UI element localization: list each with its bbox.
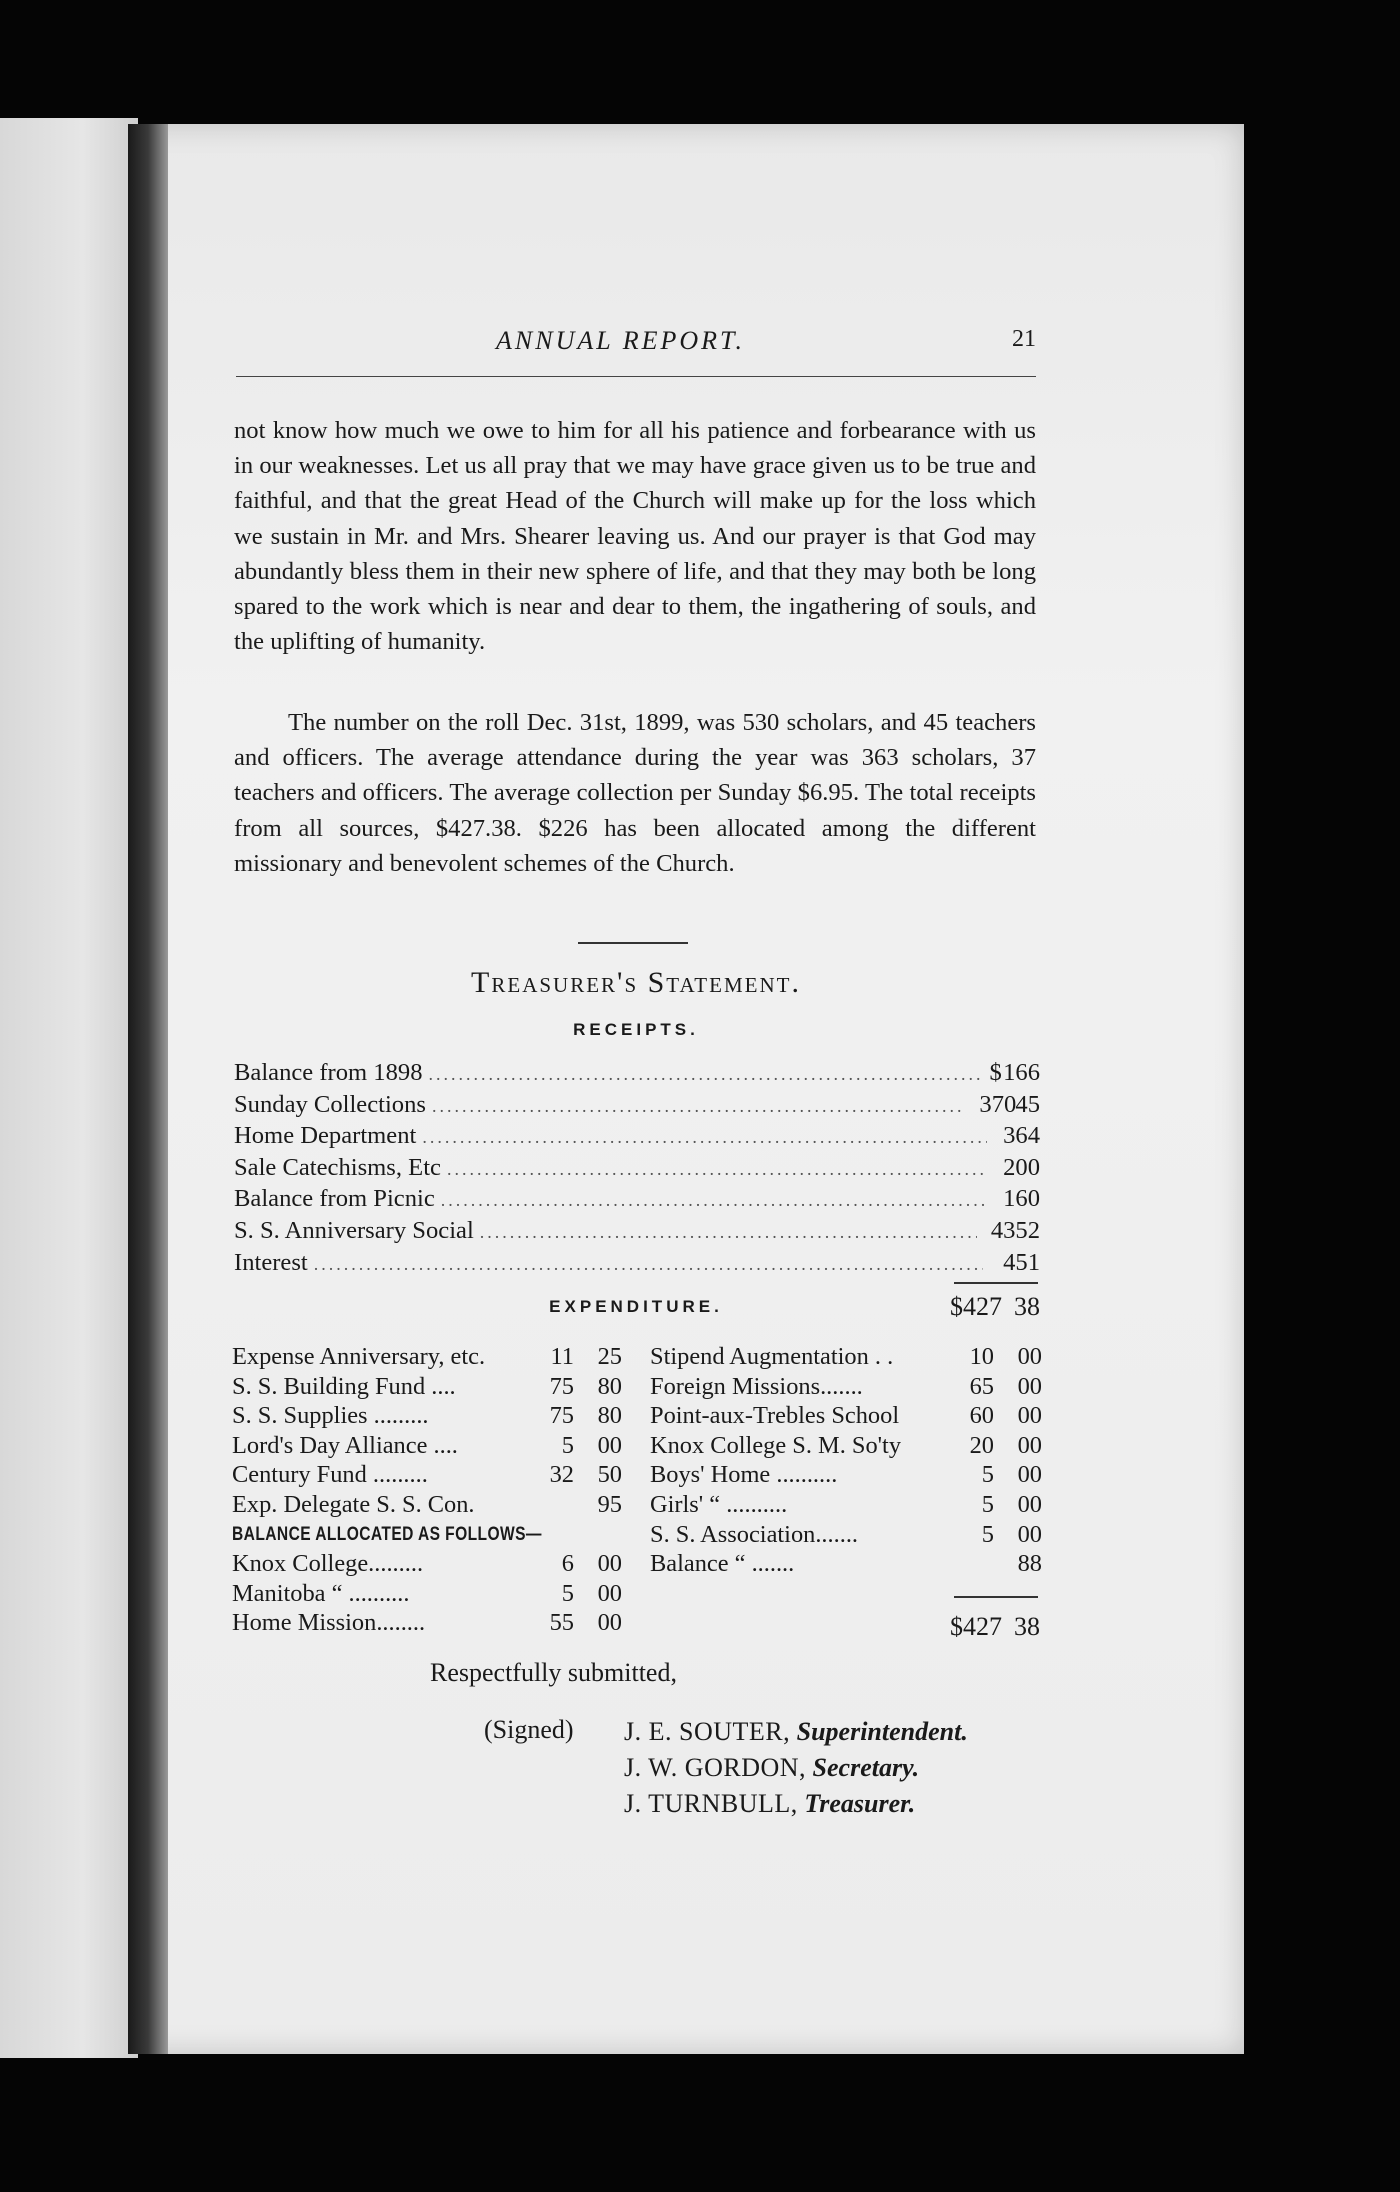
expense-label: Lord's Day Alliance .... <box>232 1431 458 1459</box>
expense-cents: 80 <box>597 1402 622 1430</box>
expense-cents: 00 <box>597 1579 622 1607</box>
expense-dollars: 5 <box>981 1461 994 1489</box>
expense-row <box>650 1372 1042 1402</box>
running-header <box>236 326 1036 366</box>
expense-dollars: 75 <box>549 1372 574 1400</box>
receipts-total-dollars: $427 <box>950 1292 1002 1321</box>
receipt-label: S. S. Anniversary Social <box>234 1216 474 1244</box>
running-title: ANNUAL REPORT. <box>496 326 746 355</box>
expense-dollars: 5 <box>561 1579 574 1607</box>
expense-label: S. S. Building Fund .... <box>232 1372 456 1400</box>
expense-row <box>650 1460 1042 1490</box>
expense-dollars: 11 <box>550 1343 574 1370</box>
receipt-label: Balance from Picnic <box>234 1185 435 1213</box>
expense-label: Century Fund ......... <box>232 1461 428 1489</box>
expense-row <box>232 1431 622 1461</box>
expense-row <box>232 1460 622 1490</box>
receipt-row <box>234 1184 1040 1216</box>
expense-label: Home Mission........ <box>232 1609 426 1637</box>
expense-dollars: 10 <box>969 1343 994 1370</box>
receipts-heading: RECEIPTS. <box>573 1020 699 1039</box>
expense-label: S. S. Supplies ......... <box>232 1402 429 1430</box>
receipts-total <box>934 1292 1040 1322</box>
receipt-cents: 00 <box>1015 1153 1040 1181</box>
expense-dollars: 5 <box>561 1431 574 1459</box>
receipt-row <box>234 1153 1040 1185</box>
receipt-cents: 52 <box>1015 1216 1040 1244</box>
receipt-dollars: 1 <box>1003 1185 1016 1213</box>
expense-dollars: 5 <box>981 1490 994 1518</box>
signatory-role: Secretary. <box>812 1753 920 1782</box>
expense-cents: 25 <box>597 1343 622 1370</box>
expense-label: Girls' “ .......... <box>650 1490 788 1518</box>
receipt-cents: 60 <box>1015 1185 1041 1213</box>
expense-cents: 00 <box>1017 1461 1042 1489</box>
leader-dots <box>422 1123 987 1153</box>
expense-row <box>650 1431 1042 1461</box>
signatory <box>624 1750 968 1786</box>
facing-page-edge <box>0 118 138 2058</box>
statement-title: Treasurer's Statement. <box>471 966 801 999</box>
expense-row <box>650 1520 1042 1550</box>
leader-dots <box>480 1218 978 1248</box>
expense-cents: 00 <box>1017 1402 1042 1430</box>
header-rule <box>236 376 1036 377</box>
receipt-dollars: 4 <box>1003 1248 1016 1276</box>
expenditure-total-rule <box>954 1596 1038 1598</box>
paragraph-2: The number on the roll Dec. 31st, 1899, was 530 scholars, and 45 teachers and officers. The average attendance during the year was 363 scholars, 37 teachers and officers. The average collection per Sunday $6.95. The total receipts from all sources, $427.38. $226 has been allocated among the different missionary and benevolent schemes of the Church. <box>234 709 1036 877</box>
expense-dollars: 5 <box>981 1520 994 1548</box>
expense-dollars: 6 <box>561 1550 574 1578</box>
expenditure-right-column <box>650 1342 1042 1579</box>
expense-label: S. S. Association....... <box>650 1520 859 1548</box>
receipt-label: Home Department <box>234 1122 417 1150</box>
expense-row <box>650 1549 1042 1579</box>
receipts-total-rule <box>954 1282 1038 1284</box>
expense-label: Balance “ ....... <box>650 1550 795 1578</box>
receipt-row <box>234 1248 1040 1280</box>
signatory-role: Treasurer. <box>804 1789 916 1818</box>
receipts-table <box>234 1058 1040 1279</box>
receipt-dollar-sign: $ <box>989 1059 1002 1086</box>
signatories <box>624 1714 968 1822</box>
receipt-dollars: 2 <box>1003 1153 1016 1181</box>
receipt-cents: 51 <box>1015 1248 1040 1276</box>
page-gutter-shadow <box>128 124 168 2054</box>
expense-dollars: 32 <box>549 1461 574 1489</box>
receipt-row <box>234 1216 1040 1248</box>
leader-dots <box>447 1155 988 1185</box>
allocation-row <box>232 1549 622 1579</box>
expense-cents: 00 <box>1017 1490 1042 1518</box>
leader-dots <box>432 1092 965 1122</box>
section-divider <box>578 942 688 944</box>
expense-cents: 80 <box>597 1372 622 1400</box>
expense-row <box>650 1342 1042 1372</box>
expense-label: Stipend Augmentation . . <box>650 1343 894 1370</box>
receipt-cents: 64 <box>1015 1122 1041 1150</box>
expense-cents: 00 <box>1017 1431 1042 1459</box>
expenditure-total-cents: 38 <box>1014 1612 1040 1641</box>
expense-label: Expense Anniversary, etc. <box>232 1343 486 1370</box>
expense-row <box>650 1490 1042 1520</box>
receipt-label: Interest <box>234 1248 308 1276</box>
closing-line: Respectfully submitted, <box>430 1658 677 1687</box>
receipt-cents: 66 <box>1015 1059 1040 1086</box>
allocation-row <box>232 1579 622 1609</box>
expense-row <box>650 1401 1042 1431</box>
receipt-row <box>234 1121 1040 1153</box>
receipt-label: Sunday Collections <box>234 1090 426 1118</box>
expense-cents: 88 <box>1017 1550 1042 1578</box>
paragraph-1: not know how much we owe to him for all his patience and forbearance with us in our weaknesses. Let us all pray that we may have grace given us to be true and faithful, and that the great Head of the Church will make up for the loss which we sustain in Mr. and Mrs. Shearer leaving us. And our prayer is that God may abundantly bless them in their new sphere of life, and that they may both be long spared to the work which is near and dear to them, the ingathering of souls, and the uplifting of humanity. <box>234 417 1036 656</box>
receipt-label: Sale Catechisms, Etc <box>234 1153 441 1181</box>
expense-cents: 95 <box>597 1490 622 1518</box>
expense-dollars: 65 <box>969 1372 994 1400</box>
receipt-dollars: 370 <box>979 1090 1017 1118</box>
signatory-name: J. TURNBULL, <box>624 1789 798 1818</box>
expense-label: Point-aux-Trebles School <box>650 1402 900 1430</box>
receipts-total-cents: 38 <box>1014 1292 1040 1321</box>
expenditure-total-dollars: $427 <box>950 1612 1002 1641</box>
receipt-dollars: 3 <box>1003 1122 1016 1150</box>
expense-cents: 50 <box>597 1461 622 1489</box>
receipt-row <box>234 1090 1040 1122</box>
expense-cents: 00 <box>1017 1372 1042 1400</box>
signatory-name: J. W. GORDON, <box>624 1753 807 1782</box>
leader-dots <box>441 1186 988 1216</box>
expense-cents: 00 <box>597 1550 622 1578</box>
expense-dollars: 55 <box>549 1609 574 1637</box>
signed-label: (Signed) <box>484 1715 574 1744</box>
expenditure-left-column <box>232 1342 622 1638</box>
allocation-row <box>232 1608 622 1638</box>
receipt-label: Balance from 1898 <box>234 1059 423 1086</box>
leader-dots <box>429 1060 984 1090</box>
expense-label: Knox College......... <box>232 1550 424 1578</box>
expense-row <box>232 1490 622 1520</box>
expense-label: Exp. Delegate S. S. Con. <box>232 1490 475 1518</box>
page-number: 21 <box>1012 326 1036 352</box>
receipt-dollars: 1 <box>1003 1059 1016 1086</box>
receipt-dollars: 43 <box>990 1216 1016 1244</box>
expense-cents: 00 <box>597 1609 622 1637</box>
receipt-row <box>234 1058 1040 1090</box>
expenditure-heading: EXPENDITURE. <box>549 1297 723 1316</box>
expense-cents: 00 <box>1017 1343 1042 1370</box>
expense-label: Knox College S. M. So'ty <box>650 1431 902 1459</box>
receipt-cents: 45 <box>1015 1090 1040 1118</box>
expense-cents: 00 <box>1017 1520 1042 1548</box>
expense-row <box>232 1342 622 1372</box>
expense-dollars: 20 <box>969 1431 994 1459</box>
expense-dollars: 60 <box>969 1402 994 1430</box>
leader-dots <box>314 1250 983 1280</box>
expenditure-total <box>934 1612 1040 1642</box>
expense-cents: 00 <box>597 1431 622 1459</box>
expense-dollars: 75 <box>549 1402 574 1430</box>
signatory <box>624 1714 968 1750</box>
allocation-heading: BALANCE ALLOCATED AS FOLLOWS— <box>232 1523 542 1545</box>
expense-row <box>232 1401 622 1431</box>
signatory <box>624 1786 968 1822</box>
expense-label: Boys' Home .......... <box>650 1461 838 1489</box>
signatory-role: Superintendent. <box>796 1717 968 1746</box>
signatory-name: J. E. SOUTER, <box>624 1717 791 1746</box>
expense-row <box>232 1372 622 1402</box>
expense-label: Foreign Missions....... <box>650 1372 863 1400</box>
expense-label: Manitoba “ .......... <box>232 1579 410 1607</box>
